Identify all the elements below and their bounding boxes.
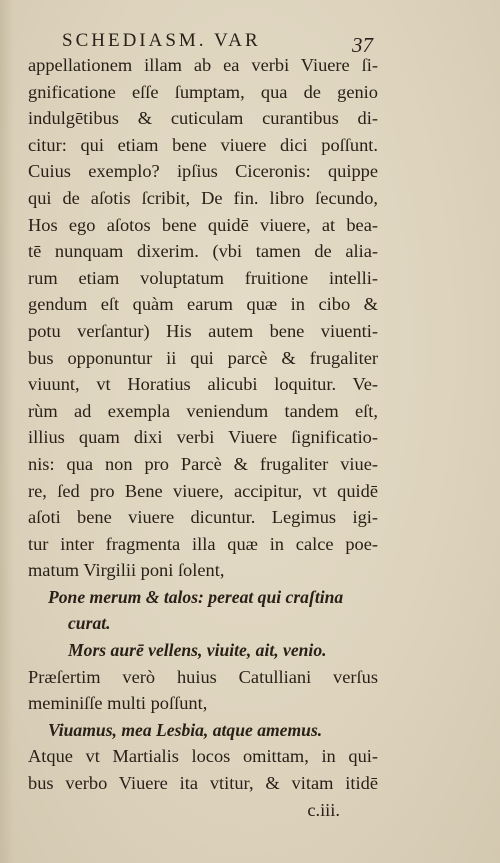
text-line: bus opponuntur ii qui parcè & frugaliter	[28, 347, 378, 368]
text-line: Atque vt Martialis locos omittam, in qui-	[28, 746, 378, 767]
text-line: matum Virgilii poni ſolent,	[28, 560, 225, 581]
text-line: tur inter fragmenta illa quæ in calce poe-	[28, 533, 378, 554]
text-line: qui de aſotis ſcribit, De fin. libro ſecundo,	[28, 187, 378, 208]
text-line: gendum eſt quàm earum quæ in cibo &	[28, 294, 378, 315]
text-line: indulgētibus & cuticulam curantibus di-	[28, 108, 378, 129]
verse-quote-line: Mors aurē vellens, viuite, ait, venio.	[68, 640, 327, 661]
text-line: citur: qui etiam bene viuere dici poſſunt.	[28, 134, 378, 155]
text-line: viuunt, vt Horatius alicubi loquitur. Ve-	[28, 374, 378, 395]
text-line: bus verbo Viuere ita vtitur, & vitam itidē	[28, 773, 378, 794]
text-line: tē nunquam dixerim. (vbi tamen de alia-	[28, 241, 378, 262]
text-line: Præſertim verò huius Catulliani verſus	[28, 666, 378, 687]
text-line: illius quam dixi verbi Viuere ſignificatio-	[28, 427, 378, 448]
signature-mark: c.iii.	[307, 799, 340, 820]
page-body	[28, 52, 378, 823]
verse-quote-line: Pone merum & talos: pereat qui craſtina	[48, 586, 344, 607]
text-line: gnificatione eſſe ſumptam, qua de genio	[28, 81, 378, 102]
text-line: Cuius exemplo? ipſius Ciceronis: quippe	[28, 161, 378, 182]
verse-quote-line: curat.	[68, 613, 111, 634]
text-line: rùm ad exempla veniendum tandem eſt,	[28, 400, 378, 421]
text-line: meminiſſe multi poſſunt,	[28, 693, 208, 714]
text-line: potu verſantur) His autem bene viuenti-	[28, 320, 378, 341]
running-title: SCHEDIASM. VAR	[62, 30, 261, 51]
verse-quote-line: Viuamus, mea Lesbia, atque amemus.	[48, 719, 323, 740]
text-line: aſoti bene viuere dicuntur. Legimus igi-	[28, 507, 378, 528]
page-number: 37	[352, 33, 373, 57]
text-line: nis: qua non pro Parcè & frugaliter viue-	[28, 453, 378, 474]
text-line: Hos ego aſotos bene quidē viuere, at bea-	[28, 214, 378, 235]
text-line: re, ſed pro Bene viuere, accipitur, vt quidē	[28, 480, 378, 501]
text-line: rum etiam voluptatum fruitione intelli-	[28, 267, 378, 288]
text-line: appellationem illam ab ea verbi Viuere ſi-	[28, 55, 378, 75]
